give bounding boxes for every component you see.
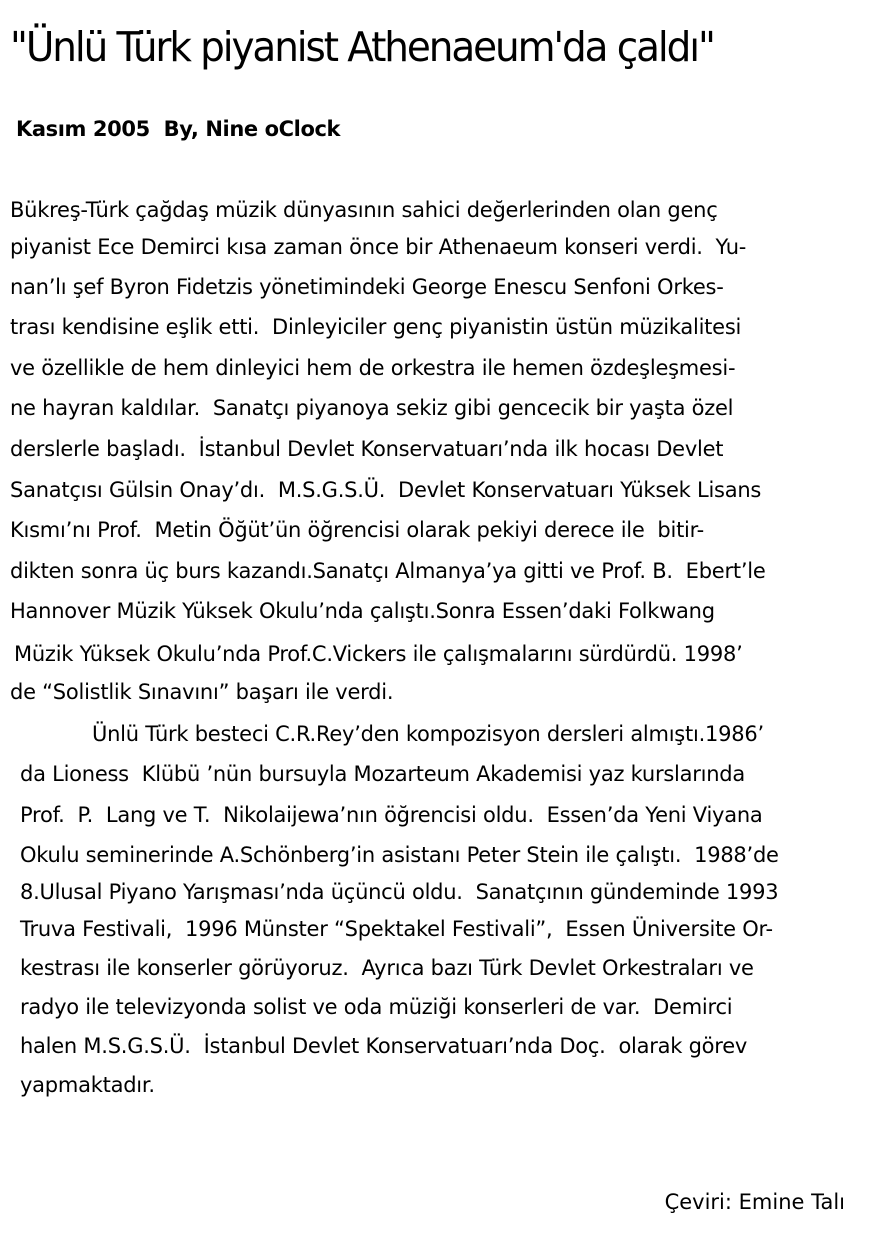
body-line: derslerle başladı. İstanbul Devlet Konservatuarı’nda ilk hocası Devlet <box>10 437 724 461</box>
body-line: yapmaktadır. <box>20 1073 155 1097</box>
body-line: 8.Ulusal Piyano Yarışması’nda üçüncü oldu. Sanatçının gündeminde 1993 <box>20 880 779 904</box>
body-line: Sanatçısı Gülsin Onay’dı. M.S.G.S.Ü. Devlet Konservatuarı Yüksek Lisans <box>10 478 762 502</box>
article-byline: Kasım 2005 By, Nine oClock <box>16 117 341 141</box>
body-line: Hannover Müzik Yüksek Okulu’nda çalıştı.Sonra Essen’daki Folkwang <box>10 599 715 623</box>
body-line: Okulu seminerinde A.Schönberg’in asistanı Peter Stein ile çalıştı. 1988’de <box>20 843 779 867</box>
body-line: ne hayran kaldılar. Sanatçı piyanoya sekiz gibi gencecik bir yaşta özel <box>10 396 734 420</box>
article-title: "Ünlü Türk piyanist Athenaeum'da çaldı" <box>10 23 714 71</box>
body-line: radyo ile televizyonda solist ve oda müziği konserleri de var. Demirci <box>20 995 733 1019</box>
body-line: halen M.S.G.S.Ü. İstanbul Devlet Konservatuarı’nda Doç. olarak görev <box>20 1034 748 1058</box>
body-line: Kısmı’nı Prof. Metin Öğüt’ün öğrencisi olarak pekiyi derece ile bitir- <box>10 518 705 542</box>
body-line: da Lioness Klübü ’nün bursuyla Mozarteum Akademisi yaz kurslarında <box>20 762 745 786</box>
body-line: Truva Festivali, 1996 Münster “Spektakel Festivali”, Essen Üniversite Or- <box>20 917 773 941</box>
translator-credit: Çeviri: Emine Talı <box>664 1190 845 1214</box>
body-line: kestrası ile konserler görüyoruz. Ayrıca bazı Türk Devlet Orkestraları ve <box>20 956 754 980</box>
body-line: trası kendisine eşlik etti. Dinleyiciler genç piyanistin üstün müzikalitesi <box>10 315 742 339</box>
body-line: nan’lı şef Byron Fidetzis yönetimindeki George Enescu Senfoni Orkes- <box>10 275 724 299</box>
body-line: Bükreş-Türk çağdaş müzik dünyasının sahici değerlerinden olan genç <box>10 198 718 222</box>
body-line: Ünlü Türk besteci C.R.Rey’den kompozisyon dersleri almıştı.1986’ <box>92 722 764 746</box>
body-line: piyanist Ece Demirci kısa zaman önce bir Athenaeum konseri verdi. Yu- <box>10 235 747 259</box>
body-line: Prof. P. Lang ve T. Nikolaijewa’nın öğrencisi oldu. Essen’da Yeni Viyana <box>20 803 763 827</box>
body-line: de “Solistlik Sınavını” başarı ile verdi. <box>10 680 394 704</box>
body-line: Müzik Yüksek Okulu’nda Prof.C.Vickers ile çalışmalarını sürdürdü. 1998’ <box>14 642 743 666</box>
body-line: dikten sonra üç burs kazandı.Sanatçı Almanya’ya gitti ve Prof. B. Ebert’le <box>10 559 766 583</box>
body-line: ve özellikle de hem dinleyici hem de orkestra ile hemen özdeşleşmesi- <box>10 356 736 380</box>
